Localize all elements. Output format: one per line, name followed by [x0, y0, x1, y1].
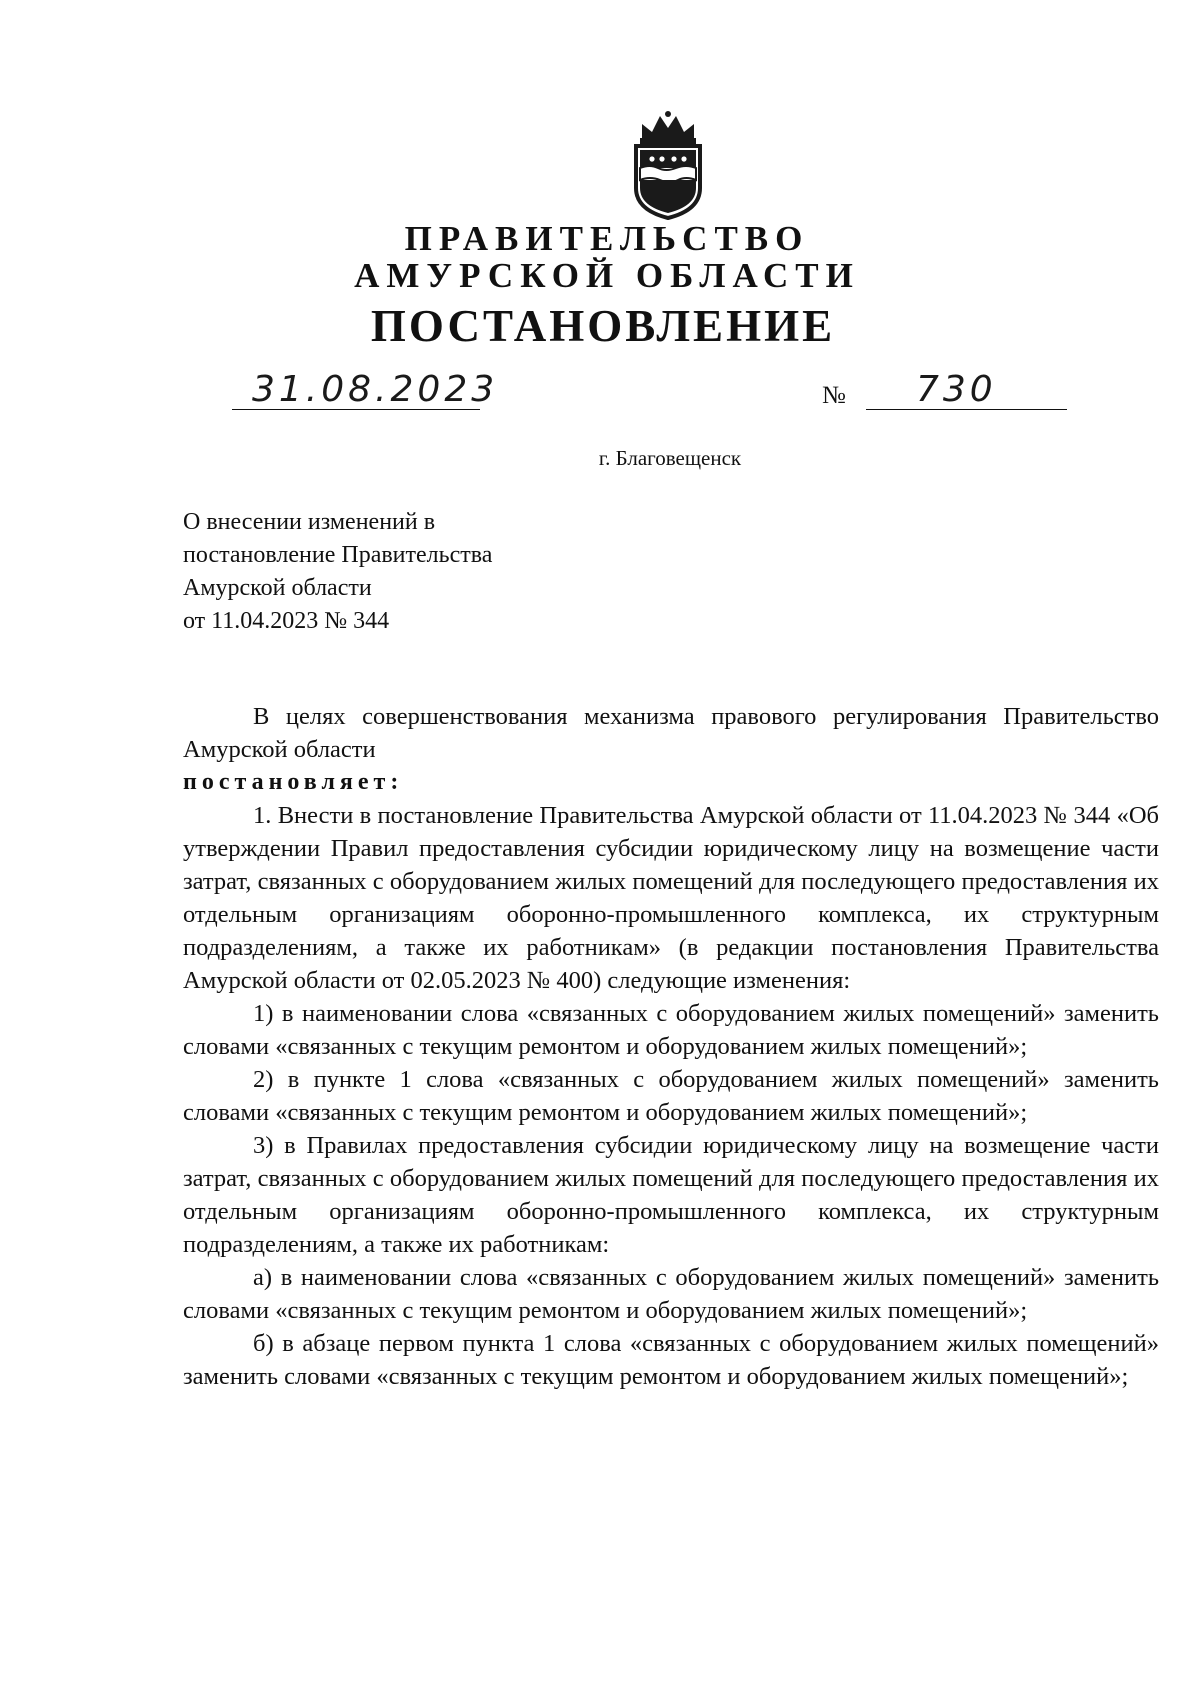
- number-underline: [866, 409, 1067, 410]
- preamble-paragraph: В целях совершенствования механизма правового регулирования Правительство Амурской области: [183, 703, 1159, 763]
- body-paragraph-item-2: 2) в пункте 1 слова «связанных с оборудованием жилых помещений» заменить словами «связанных с текущим ремонтом и оборудованием жилых помещений»;: [183, 1066, 1159, 1126]
- number-sign: №: [822, 382, 846, 409]
- body-paragraph-item-3: 3) в Правилах предоставления субсидии юридическому лицу на возмещение части затрат, связанных с оборудованием жилых помещений для последующего предоставления их отдельным организациям оборонно-промышленного комплекса, их структурным подразделениям, а также их работникам:: [183, 1132, 1159, 1258]
- body-paragraph-item-b: б) в абзаце первом пункта 1 слова «связанных с оборудованием жилых помещений» заменить словами «связанных с текущим ремонтом и оборудованием жилых помещений»;: [183, 1330, 1159, 1390]
- resolves-keyword: постановляет:: [183, 769, 404, 795]
- organization-name-line1: ПРАВИТЕЛЬСТВО: [404, 219, 810, 258]
- coat-of-arms-icon: [628, 110, 708, 220]
- document-date-field: [232, 369, 499, 412]
- subject-line: Амурской области: [183, 575, 372, 601]
- body-paragraph-1: 1. Внести в постановление Правительства Амурской области от 11.04.2023 № 344 «Об утверждении Правил предоставления субсидии юридическому лицу на возмещение части затрат, связанных с оборудованием жилых помещений для последующего предоставления их отдельным организациям оборонно-промышленного комплекса, их структурным подразделениям, а также их работникам» (в редакции постановления Правительства Амурской области от 02.05.2023 № 400) следующие изменения:: [183, 802, 1159, 994]
- document-type-title: ПОСТАНОВЛЕНИЕ: [370, 301, 836, 351]
- organization-name-line2: АМУРСКОЙ ОБЛАСТИ: [354, 256, 860, 295]
- document-number-value: 730: [916, 369, 997, 410]
- body-paragraph-item-1: 1) в наименовании слова «связанных с оборудованием жилых помещений» заменить словами «связанных с текущим ремонтом и оборудованием жилых помещений»;: [183, 1000, 1159, 1060]
- date-underline: [232, 409, 480, 410]
- document-number-field: [866, 369, 1067, 412]
- document-date-value: 31.08.2023: [252, 369, 499, 410]
- subject-line: от 11.04.2023 № 344: [183, 608, 390, 634]
- city-name: г. Благовещенск: [598, 446, 742, 470]
- subject-line: постановление Правительства: [183, 542, 493, 568]
- document-body: [183, 700, 1159, 1393]
- subject-line: О внесении изменений в: [183, 509, 436, 535]
- body-paragraph-item-a: а) в наименовании слова «связанных с оборудованием жилых помещений» заменить словами «связанных с текущим ремонтом и оборудованием жилых помещений»;: [183, 1264, 1159, 1324]
- document-subject: [183, 506, 492, 638]
